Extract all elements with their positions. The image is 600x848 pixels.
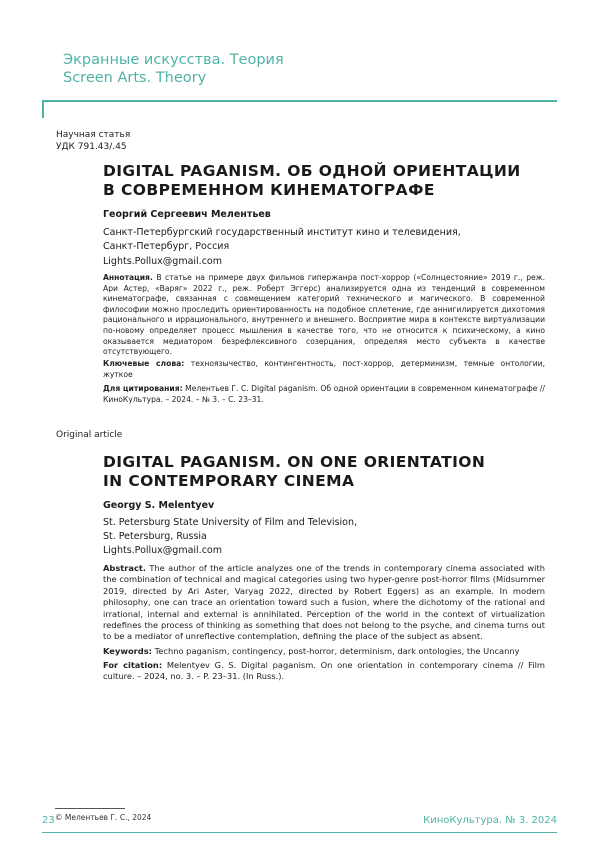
citation-text-en: Melentyev G. S. Digital paganism. On one orientation in contemporary cinema // Film culture. – 2024, no. 3. – P. 23–31. (In Russ.). (103, 660, 546, 682)
abstract-en (103, 563, 545, 643)
author-en: Georgy S. Melentyev (103, 500, 215, 511)
footer-rule (42, 832, 557, 833)
footnote-rule (55, 808, 125, 809)
article-title-ru (103, 162, 523, 200)
affiliation-ru-line2: Санкт-Петербург, Россия (103, 241, 230, 252)
article-title-en-line1: DIGITAL PAGANISM. ON ONE ORIENTATION (103, 453, 486, 471)
udc-code: УДК 791.43/.45 (56, 142, 127, 152)
citation-label-ru: Для цитирования: (103, 384, 183, 393)
author-ru: Георгий Сергеевич Мелентьев (103, 209, 271, 220)
copyright-note: © Мелентьев Г. С., 2024 (55, 813, 152, 822)
article-title-ru-line2: В СОВРЕМЕННОМ КИНЕМАТОГРАФЕ (103, 181, 435, 199)
abstract-text-ru: В статье на примере двух фильмов гипержанра пост-хоррор («Солнцестояние» 2019 г., реж. Ари Астер, «Варяг» 2022 г., реж. Роберт Эггерс) анализируется одна из тенденций в современном кинематографе, связанная с совмещением категорий технического и магического. В современной философии можно проследить ориентированность на подобное сплетение, где аннигилируется дихотомия рационального и иррационального, внутреннего и внешнего. Восприятие мира в контексте виртуализации по-новому определяет процесс мышления в качестве того, что не относится к психическому, а кино оказывается медиатором безрефлексивного созерцания, определяя место субъекта в качестве отсутствующего. (103, 273, 545, 357)
abstract-label-en: Abstract. (103, 563, 146, 573)
affiliation-ru-line1: Санкт-Петербургский государственный институт кино и телевидения, (103, 227, 461, 238)
affiliation-en-line1: St. Petersburg State University of Film and Television, (103, 517, 358, 528)
article-type-en: Original article (56, 430, 123, 440)
email-en: Lights.Pollux@gmail.com (103, 545, 222, 556)
keywords-text-en: Techno paganism, contingency, post-horror, determinism, dark ontologies, the Uncanny (154, 646, 520, 656)
keywords-text-ru: техноязычество, контингентность, пост-хоррор, детерминизм, темные онтологии, жуткое (103, 359, 546, 379)
header-rule (42, 100, 557, 102)
affiliation-en-line2: St. Petersburg, Russia (103, 531, 207, 542)
affiliation-ru (103, 226, 461, 254)
keywords-ru (103, 359, 545, 380)
article-title-en-line2: IN CONTEMPORARY CINEMA (103, 472, 355, 490)
journal-issue: КиноКультура. № 3. 2024 (423, 815, 557, 826)
keywords-label-en: Keywords: (103, 646, 152, 656)
affiliation-en (103, 516, 357, 544)
article-title-en (103, 453, 523, 491)
citation-ru (103, 384, 545, 405)
abstract-text-en: The author of the article analyzes one of the trends in contemporary cinema associated with the combination of technical and magical categories using two hyper-genre post-horror films (Midsummer 2019, directed by Ari Aster, Varyag 2022, directed by Robert Eggers) as an example. In modern philosophy, one can trace an orientation toward such a fusion, where the dichotomy of the rational and irrational, internal and external is annihilated. Perception of the world in the context of virtualization redefines the process of thinking as something that does not belong to the psyche, and cinema turns out to be a mediator of unreflective contemplation, defining the place of the subject as absent. (103, 563, 546, 642)
keywords-en (103, 646, 545, 657)
keywords-label-ru: Ключевые слова: (103, 359, 185, 368)
abstract-label-ru: Аннотация. (103, 273, 153, 282)
article-title-ru-line1: DIGITAL PAGANISM. ОБ ОДНОЙ ОРИЕНТАЦИИ (103, 162, 521, 180)
email-ru: Lights.Pollux@gmail.com (103, 256, 222, 267)
abstract-ru (103, 273, 545, 358)
citation-en (103, 660, 545, 683)
header-rule-vertical (42, 100, 44, 118)
citation-text-ru: Мелентьев Г. С. Digital paganism. Об одной ориентации в современном кинематографе // КиноКультура. – 2024. – № 3. – С. 23–31. (103, 384, 545, 404)
section-title-ru: Экранные искусства. Теория (63, 52, 284, 68)
page-number: 23 (42, 815, 55, 826)
citation-label-en: For citation: (103, 660, 163, 670)
section-title-en: Screen Arts. Theory (63, 70, 207, 86)
article-type-ru: Научная статья (56, 130, 131, 140)
